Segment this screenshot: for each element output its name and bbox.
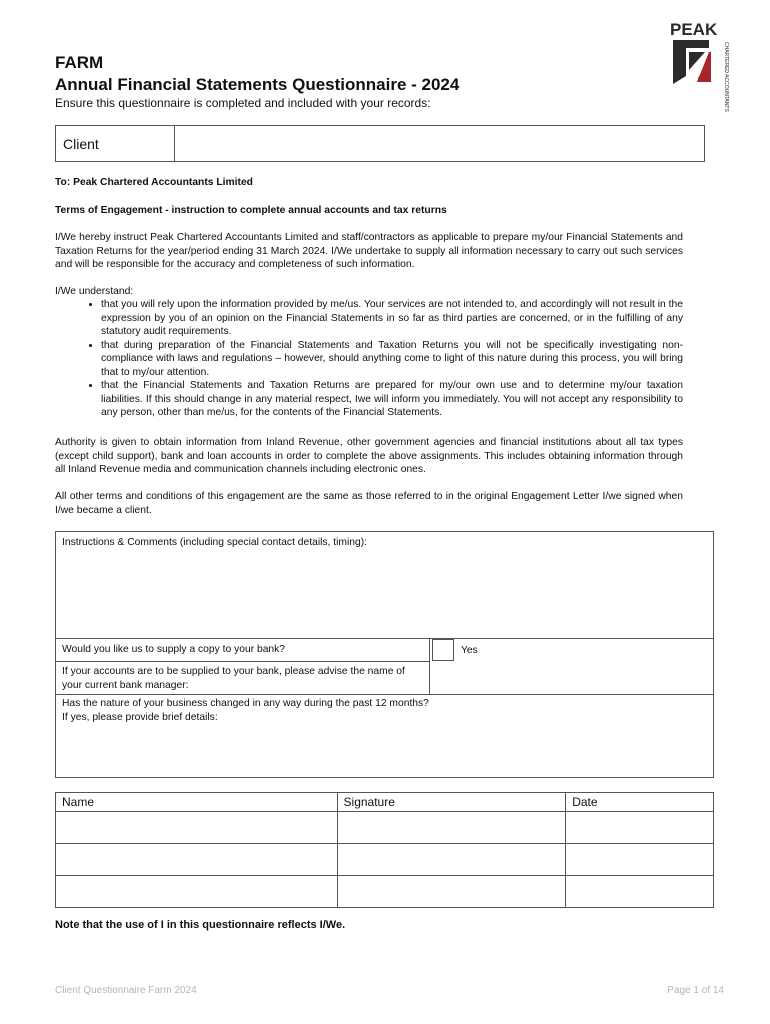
doc-title-farm: FARM bbox=[55, 53, 104, 72]
bank-copy-question: Would you like us to supply a copy to your bank? bbox=[62, 644, 286, 655]
questionnaire-form bbox=[55, 531, 714, 778]
list-item: • that you will rely upon the information provided by me/us. Your services are not intended to, and accordingly will not result in the expression by you of an opinion on the Financial Statements in so far as third parties are concerned, or in the fulfilling of any statutory audit requirements. bbox=[101, 298, 683, 339]
table-row bbox=[56, 876, 714, 908]
logo-wordmark: PEAK bbox=[670, 20, 718, 39]
instructions-label: Instructions & Comments (including special contact details, timing): bbox=[62, 537, 368, 548]
business-change-field[interactable] bbox=[56, 695, 713, 777]
bank-manager-label: If your accounts are to be supplied to your bank, please advise the name of your current bank manager: bbox=[62, 666, 405, 691]
client-label-cell bbox=[56, 126, 175, 161]
name-field[interactable] bbox=[56, 876, 338, 908]
header-name: Name bbox=[56, 793, 338, 812]
table-row bbox=[56, 844, 714, 876]
date-field[interactable] bbox=[566, 844, 714, 876]
header-date: Date bbox=[566, 793, 714, 812]
to-line: To: Peak Chartered Accountants Limited bbox=[55, 177, 253, 188]
table-row bbox=[56, 812, 714, 844]
bank-manager-label-cell bbox=[56, 662, 430, 695]
list-item: • that the Financial Statements and Taxation Returns are prepared for my/our own use and to determine my/our taxation liabilities. If this should change in any material respect, Iwe will inform you immediately. You will not accept any responsibility to any person, other than me/us, for the contents of the Financial Statements. bbox=[101, 379, 683, 420]
signature-field[interactable] bbox=[337, 812, 566, 844]
client-label: Client bbox=[63, 136, 99, 152]
authority-paragraph: Authority is given to obtain information from Inland Revenue, other government agencies and financial institutions about all tax types (except child support), bank and loan accounts in order to complete the above assignments. This includes obtaining information through all Inland Revenue media and communication channels including electronic ones. bbox=[55, 437, 683, 475]
signature-table bbox=[55, 792, 714, 908]
date-field[interactable] bbox=[566, 812, 714, 844]
signature-field[interactable] bbox=[337, 844, 566, 876]
bank-copy-question-cell bbox=[56, 638, 430, 662]
table-header-row bbox=[56, 793, 714, 812]
client-input[interactable] bbox=[175, 126, 704, 161]
logo-side-text: CHARTERED ACCOUNTANTS bbox=[723, 42, 729, 112]
bank-copy-yes-checkbox[interactable] bbox=[432, 639, 454, 661]
understand-list bbox=[55, 298, 683, 420]
business-change-details-label: If yes, please provide brief details: bbox=[62, 712, 218, 723]
understand-heading: I/We understand: bbox=[55, 286, 134, 297]
peak-logo bbox=[669, 20, 733, 112]
terms-heading: Terms of Engagement - instruction to complete annual accounts and tax returns bbox=[55, 205, 447, 216]
instruction-paragraph: I/We hereby instruct Peak Chartered Accountants Limited and staff/contractors as applicable to prepare my/our Financial Statements and Taxation Returns for the year/period ending 31 March 2024. I/We undertake to supply all information necessary to carry out such services and will be responsible for the accuracy and completeness of such information. bbox=[55, 232, 683, 270]
instructions-field[interactable] bbox=[56, 532, 713, 639]
footer-left: Client Questionnaire Farm 2024 bbox=[55, 985, 197, 996]
footer-page-number: Page 1 of 14 bbox=[667, 985, 724, 996]
note-text: Note that the use of I in this questionnaire reflects I/We. bbox=[55, 919, 346, 931]
client-row bbox=[55, 125, 705, 162]
name-field[interactable] bbox=[56, 844, 338, 876]
header-signature: Signature bbox=[337, 793, 566, 812]
bank-copy-yes-label: Yes bbox=[461, 645, 478, 656]
name-field[interactable] bbox=[56, 812, 338, 844]
date-field[interactable] bbox=[566, 876, 714, 908]
doc-title: Annual Financial Statements Questionnaire - 2024 bbox=[55, 75, 460, 94]
business-change-question: Has the nature of your business changed in any way during the past 12 months? bbox=[62, 698, 429, 709]
bank-manager-input[interactable] bbox=[430, 662, 713, 695]
doc-subtitle: Ensure this questionnaire is completed and included with your records: bbox=[55, 96, 431, 110]
signature-field[interactable] bbox=[337, 876, 566, 908]
list-item: • that during preparation of the Financial Statements and Taxation Returns you will not be specifically investigating non-compliance with laws and regulations – however, should anything come to light of this nature during this process, you will bring that to my/our attention. bbox=[101, 339, 683, 380]
other-terms-paragraph: All other terms and conditions of this engagement are the same as those referred to in the original Engagement Letter I/we signed when I/we became a client. bbox=[55, 491, 683, 516]
